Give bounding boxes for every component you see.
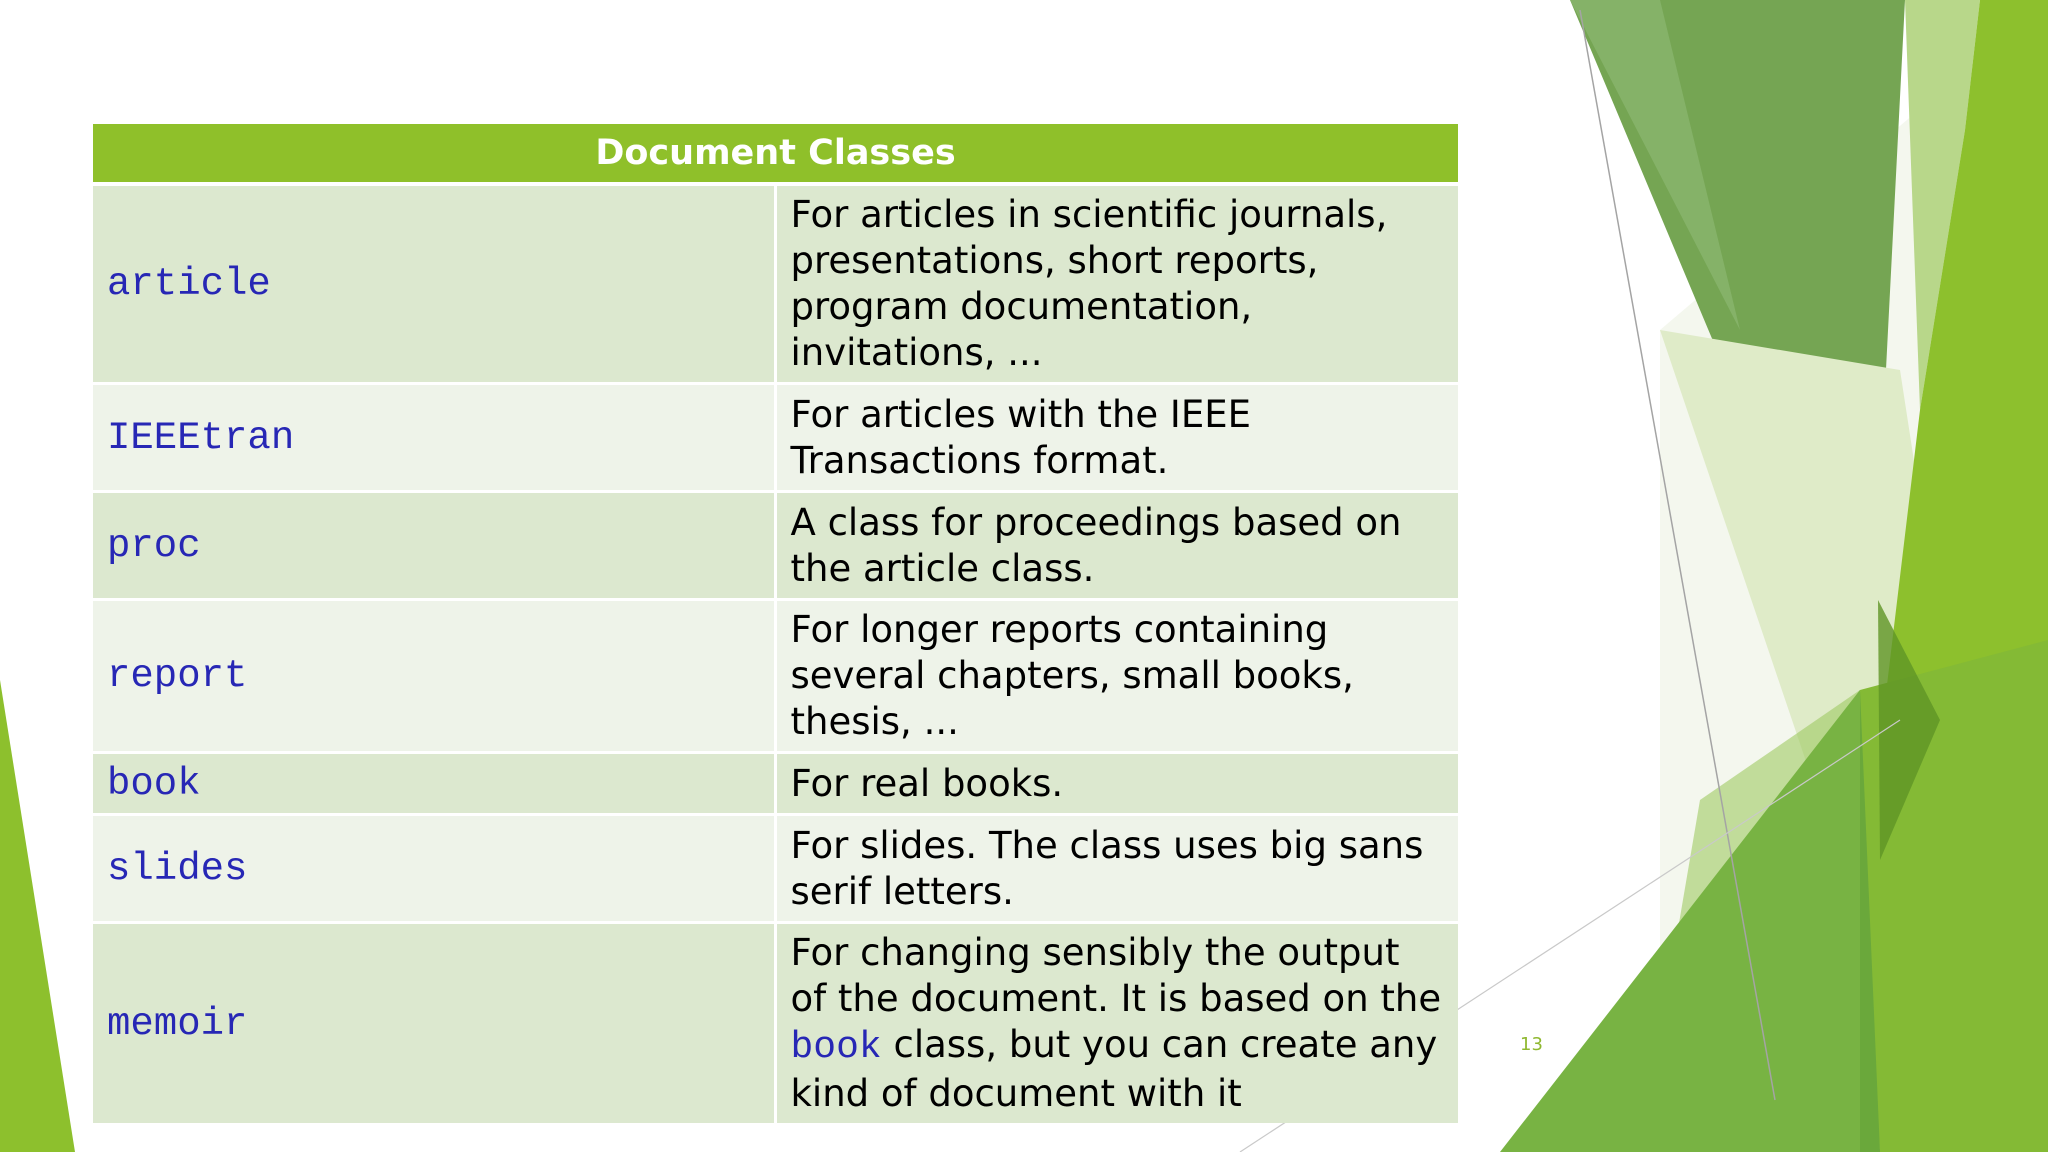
- description-text: class, but you can create any kind of document with it: [790, 1023, 1438, 1115]
- table-row: [93, 184, 1458, 384]
- class-description: For slides. The class uses big sans serif letters.: [775, 815, 1458, 923]
- table-row: [93, 815, 1458, 923]
- description-text: For changing sensibly the output of the document. It is based on the: [790, 931, 1442, 1020]
- table-row: [93, 384, 1458, 492]
- class-name: report: [93, 600, 775, 753]
- slide-number: 13: [1520, 1034, 1543, 1055]
- table-row: [93, 753, 1458, 815]
- class-description: A class for proceedings based on the article class.: [775, 492, 1458, 600]
- class-name: book: [93, 753, 775, 815]
- inline-code-book: book: [790, 1026, 882, 1069]
- class-description: For real books.: [775, 753, 1458, 815]
- table-header-row: [93, 124, 1458, 184]
- class-description: For longer reports containing several chapters, small books, thesis, ...: [775, 600, 1458, 753]
- class-name: proc: [93, 492, 775, 600]
- class-description: For articles in scientific journals, presentations, short reports, program documentation, invitations, ...: [775, 184, 1458, 384]
- document-classes-table: [93, 124, 1458, 1123]
- class-description: For articles with the IEEE Transactions format.: [775, 384, 1458, 492]
- class-description: [775, 923, 1458, 1124]
- class-name: memoir: [93, 923, 775, 1124]
- table-row: [93, 600, 1458, 753]
- table-row: [93, 492, 1458, 600]
- class-name: IEEEtran: [93, 384, 775, 492]
- class-name: article: [93, 184, 775, 384]
- table-title: Document Classes: [93, 124, 1458, 184]
- table-row: [93, 923, 1458, 1124]
- class-name: slides: [93, 815, 775, 923]
